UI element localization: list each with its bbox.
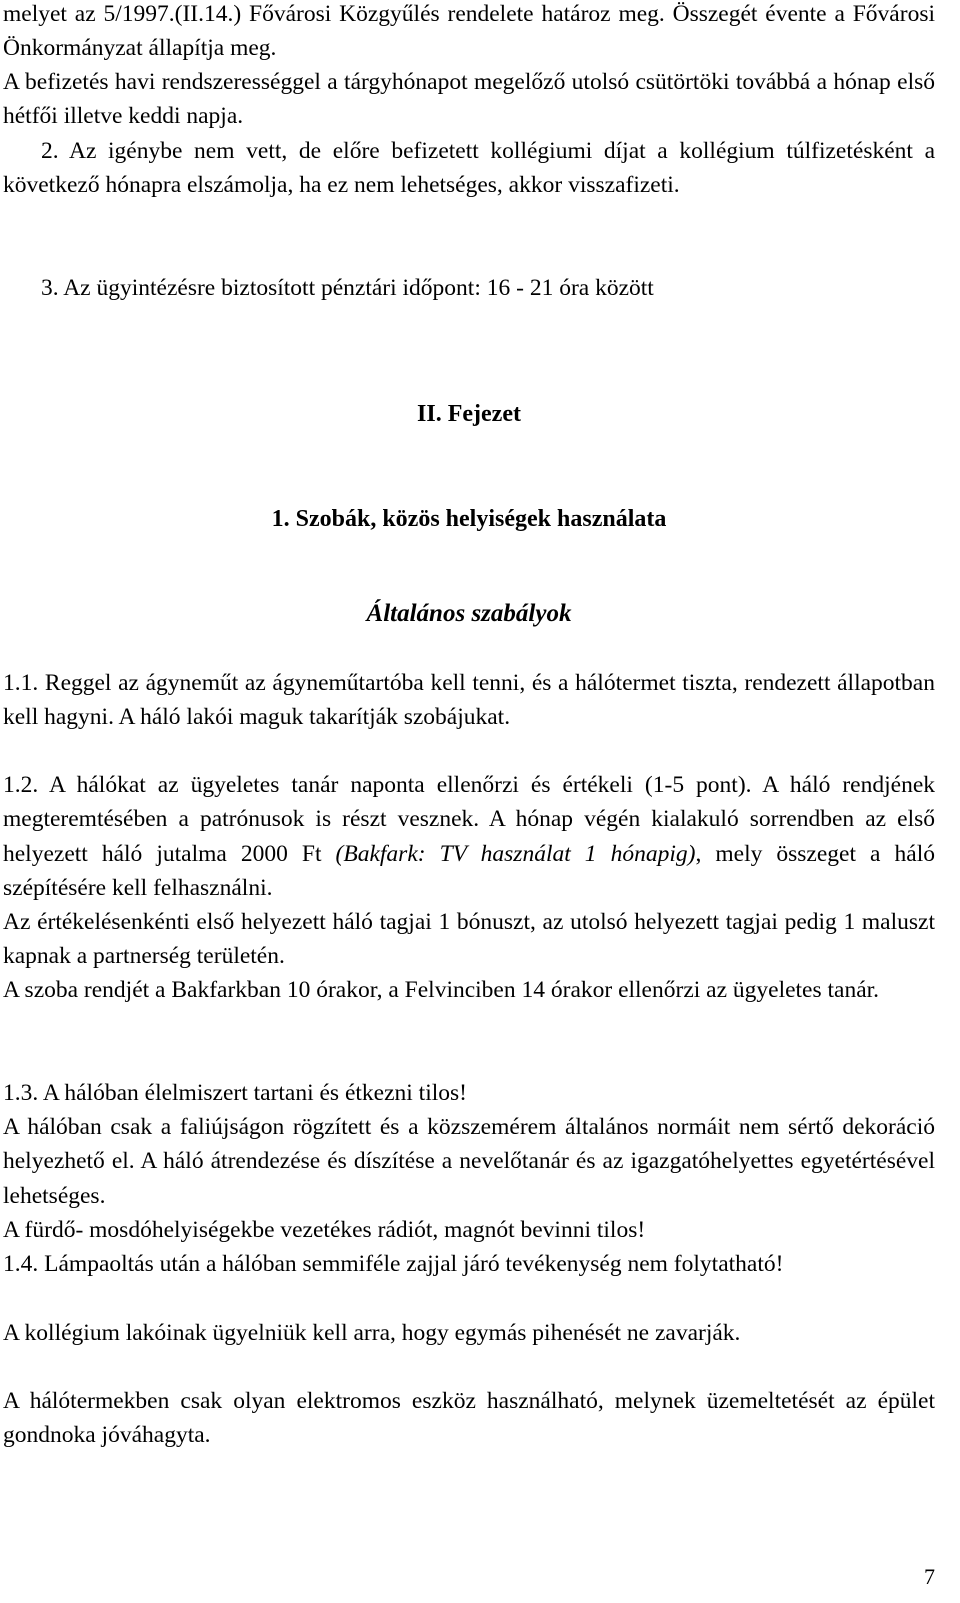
rule-1-2-italic-note: (Bakfark: TV használat 1 hónapig) (335, 840, 696, 867)
rule-1-3-decoration: A hálóban csak a faliújságon rögzített és a közszemérem általános normáit nem sértő dekoráció helyezhető el. A háló átrendezése és díszítése a nevelőtanár és az igazgatóhelyettes egyetértésével lehetséges. (3, 1114, 935, 1209)
page-number: 7 (924, 1564, 935, 1589)
rule-1-3-bathroom: A fürdő- mosdóhelyiségekbe vezetékes rádiót, magnót bevinni tilos! (3, 1217, 646, 1243)
rule-1-2-bonus: Az értékelésenkénti első helyezett háló tagjai 1 bónuszt, az utolsó helyezett tagjai pedig 1 maluszt kapnak a partnerség területén. (3, 909, 935, 970)
subsection-title: Általános szabályok (366, 600, 572, 627)
rule-1-2-text-end: , mely összeget a háló szépítésére kell felhasználni. (3, 840, 935, 901)
item-3-text: 3. Az ügyintézésre biztosított pénztári időpont: 16 - 21 óra között (41, 275, 654, 301)
rule-1-2 (3, 768, 935, 905)
rule-1-2-inspection: A szoba rendjét a Bakfarkban 10 órakor, a Felvinciben 14 órakor ellenőrzi az ügyeletes tanár. (3, 977, 880, 1003)
paragraph-item-3 (3, 271, 935, 305)
item-2-text: 2. Az igénybe nem vett, de előre befizetett kollégiumi díjat a kollégium túlfizetésként a következő hónapra elszámolja, ha ez nem lehetséges, akkor visszafizeti. (3, 138, 935, 199)
section-title: 1. Szobák, közös helyiségek használata (271, 506, 667, 532)
rule-1-2-text: 1.2. A hálókat az ügyeletes tanár naponta ellenőrzi és értékeli (1-5 pont). A háló rendjének megteremtésében a patrónusok is részt vesznek. A hónap végén kialakuló sorrendben az első helyezett háló jutalma 2000 Ft (3, 772, 935, 867)
chapter-title: II. Fejezet (417, 401, 521, 427)
paragraph-item-2 (3, 134, 935, 203)
rule-1-3: 1.3. A hálóban élelmiszert tartani és étkezni tilos! (3, 1080, 467, 1106)
rule-1-4-quiet: A kollégium lakóinak ügyelniük kell arra, hogy egymás pihenését ne zavarják. (3, 1320, 741, 1346)
rule-1-4-electrical: A hálótermekben csak olyan elektromos eszköz használható, melynek üzemeltetését az épület gondnoka jóváhagyta. (3, 1388, 935, 1449)
rule-1-4: 1.4. Lámpaoltás után a hálóban semmiféle zajjal járó tevékenység nem folytatható! (3, 1251, 784, 1277)
rule-1-1: 1.1. Reggel az ágyneműt az ágyneműtartóba kell tenni, és a hálótermet tiszta, rendezett állapotban kell hagyni. A háló lakói maguk takarítják szobájukat. (3, 670, 935, 731)
paragraph-fee-regulation: melyet az 5/1997.(II.14.) Fővárosi Közgyűlés rendelete határoz meg. Összegét évente a Fővárosi Önkormányzat állapítja meg. (3, 1, 935, 62)
paragraph-payment-schedule: A befizetés havi rendszerességgel a tárgyhónapot megelőző utolsó csütörtöki továbbá a hónap első hétfői illetve keddi napja. (3, 69, 935, 130)
